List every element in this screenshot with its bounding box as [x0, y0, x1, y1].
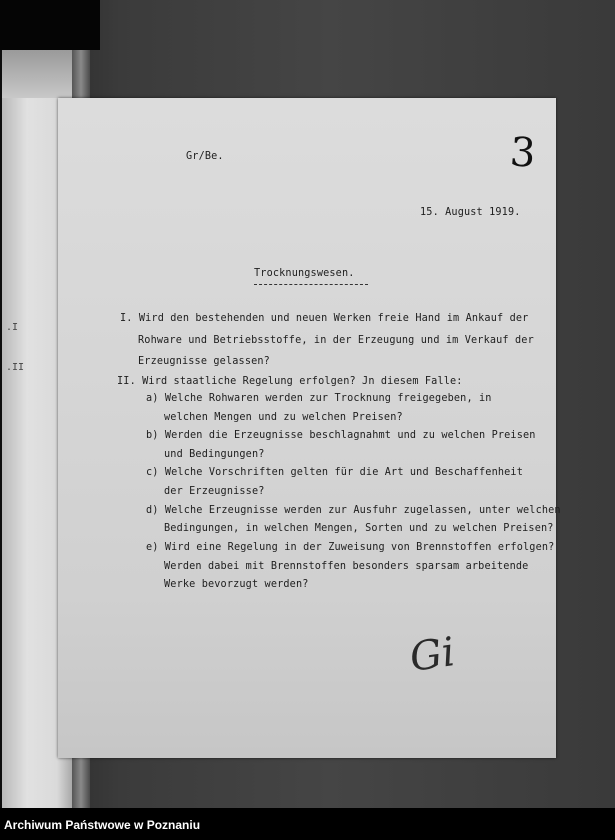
previous-page-shadow	[2, 50, 72, 98]
document-heading: Trocknungswesen.	[254, 268, 355, 279]
body-line: welchen Mengen und zu welchen Preisen?	[164, 412, 403, 423]
margin-mark-ii: .II	[6, 362, 25, 373]
body-line: Rohware und Betriebsstoffe, in der Erzeugung und im Verkauf der	[138, 335, 534, 346]
body-line: I. Wird den bestehenden und neuen Werken freie Hand im Ankauf der	[120, 313, 529, 324]
body-line: e) Wird eine Regelung in der Zuweisung von Brennstoffen erfolgen?	[146, 542, 555, 553]
body-line: c) Welche Vorschriften gelten für die Art und Beschaffenheit	[146, 467, 524, 478]
body-line: Werden dabei mit Brennstoffen besonders sparsam arbeitende	[164, 561, 529, 572]
document-page	[58, 98, 561, 758]
body-line: Werke bevorzugt werden?	[164, 579, 309, 590]
body-line: der Erzeugnisse?	[164, 486, 265, 497]
body-line: Bedingungen, in welchen Mengen, Sorten und zu welchen Preisen?	[164, 523, 554, 534]
scan-dark-corner	[0, 0, 100, 50]
body-line: II. Wird staatliche Regelung erfolgen? Jn diesem Falle:	[117, 376, 463, 387]
caption-bar	[0, 808, 615, 840]
body-line: a) Welche Rohwaren werden zur Trocknung freigegeben, in	[146, 393, 492, 404]
handwritten-initials: Gi	[407, 629, 458, 681]
reference-code: Gr/Be.	[186, 151, 224, 162]
archive-caption: Archiwum Państwowe w Poznaniu	[4, 818, 201, 832]
margin-mark-i: .I	[6, 322, 19, 333]
body-line: Erzeugnisse gelassen?	[138, 356, 270, 367]
heading-underline	[254, 284, 368, 285]
body-line: b) Werden die Erzeugnisse beschlagnahmt und zu welchen Preisen	[146, 430, 536, 441]
document-date: 15. August 1919.	[420, 207, 521, 218]
body-line: und Bedingungen?	[164, 449, 265, 460]
handwritten-page-number: 3	[508, 129, 538, 177]
body-line: d) Welche Erzeugnisse werden zur Ausfuhr zugelassen, unter welchen	[146, 505, 561, 516]
